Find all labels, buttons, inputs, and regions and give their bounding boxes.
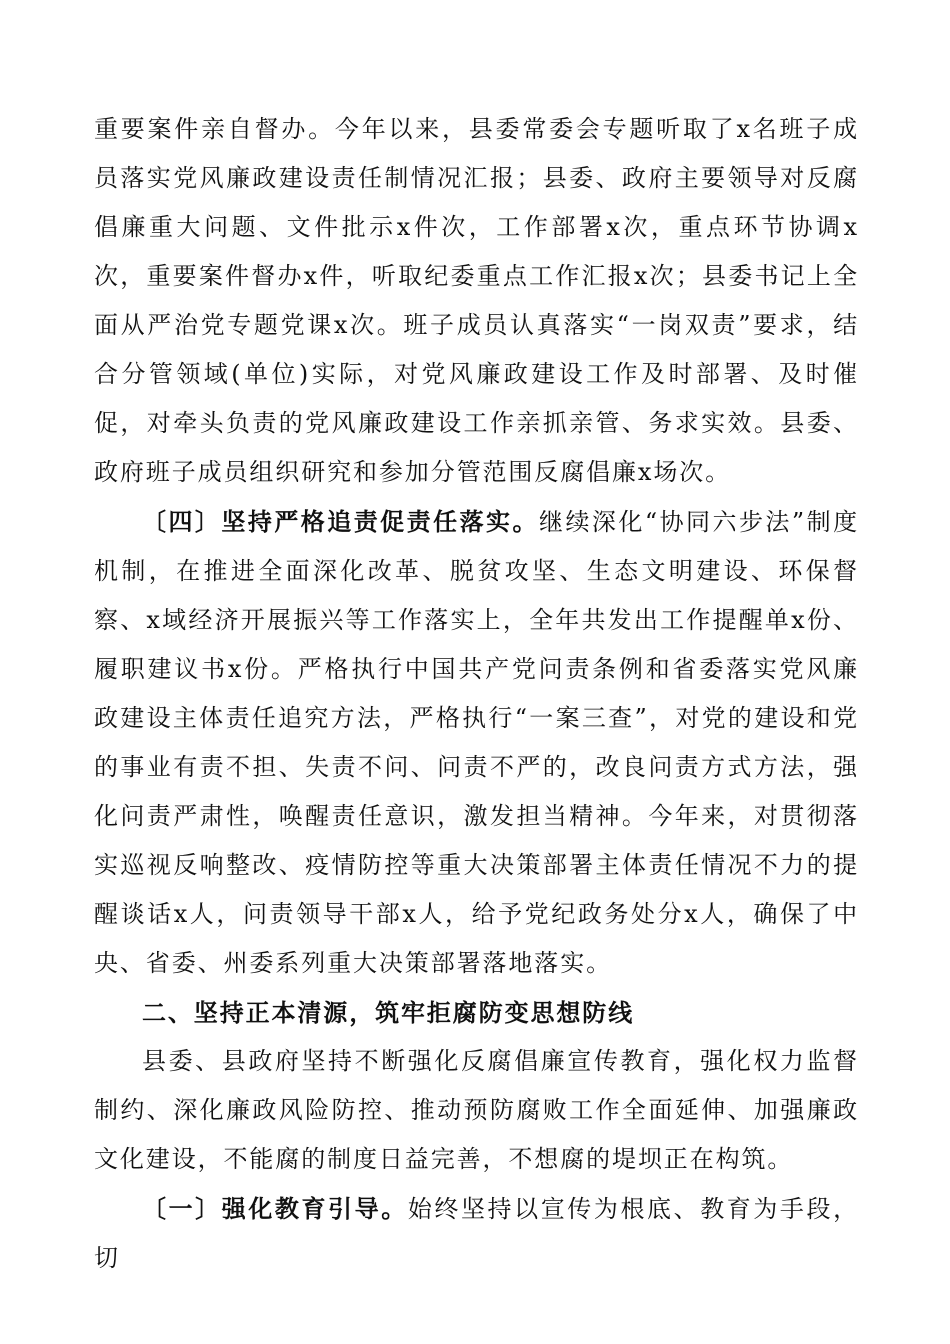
section-one-body: 始终坚持以宣传为根底、教育为手段，切 — [94, 1195, 859, 1272]
paragraph-continuation: 重要案件亲自督办。今年以来，县委常委会专题听取了x名班子成员落实党风廉政建设责任制情况汇报；县委、政府主要领导对反腐倡廉重大问题、文件批示x件次，工作部署x次，重点环节协调x次，重要案件督办x件，听取纪委重点工作汇报x次；县委书记上全面从严治党专题党课x次。班子成员认真落实“一岗双责”要求，结合分管领域(单位)实际，对党风廉政建设工作及时部署、及时催促，对牵头负责的党风廉政建设工作亲抓亲管、务求实效。县委、政府班子成员组织研究和参加分管范围反腐倡廉x场次。 — [94, 115, 859, 486]
section-one-title: 〔一〕强化教育引导。 — [142, 1194, 408, 1223]
paragraph-section-four — [94, 497, 859, 988]
section-four-body: 继续深化“协同六步法”制度机制，在推进全面深化改革、脱贫攻坚、生态文明建设、环保督察、x域经济开展振兴等工作落实上，全年共发出工作提醒单x份、履职建议书x份。严格执行中国共产党问责条例和省委落实党风廉政建设主体责任追究方法，严格执行“一案三查”，对党的建设和党的事业有责不担、失责不问、问责不严的，改良问责方式方法，强化问责严肃性，唤醒责任意识，激发担当精神。今年来，对贯彻落实巡视反响整改、疫情防控等重大决策部署主体责任情况不力的提醒谈话x人，问责领导干部x人，给予党纪政务处分x人，确保了中央、省委、州委系列重大决策部署落地落实。 — [94, 508, 860, 977]
document-body — [94, 105, 859, 1283]
chapter-two-heading: 二、坚持正本清源，筑牢拒腐防变思想防线 — [142, 998, 635, 1027]
chapter-two-intro: 县委、县政府坚持不断强化反腐倡廉宣传教育，强化权力监督制约、深化廉政风险防控、推动预防腐败工作全面延伸、加强廉政文化建设，不能腐的制度日益完善，不想腐的堤坝正在构筑。 — [94, 1047, 859, 1173]
section-four-title: 〔四〕坚持严格追责促责任落实。 — [142, 507, 539, 536]
paragraph-section-one — [94, 1184, 859, 1283]
